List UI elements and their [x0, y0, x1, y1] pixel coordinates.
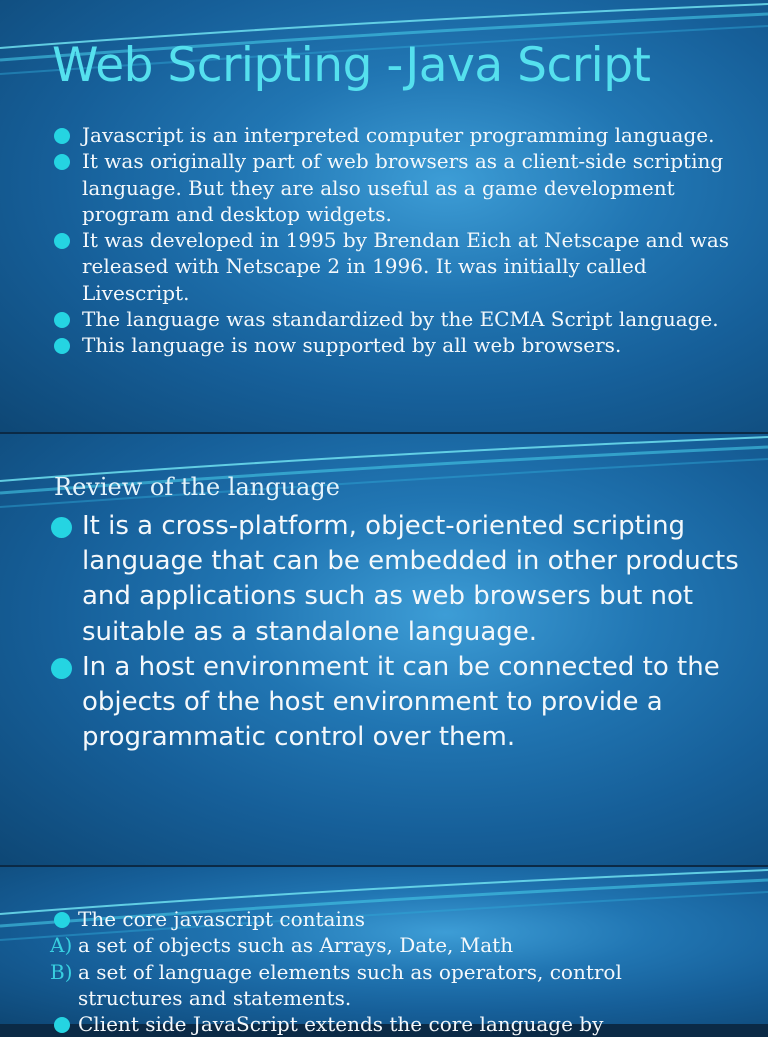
bullet-text: In a host environment it can be connected to the objects of the host environment to provide a programmatic control over them.	[82, 651, 720, 753]
bullet-list	[82, 509, 742, 755]
bullet-text: It is a cross-platform, object-oriented scripting language that can be embedded in other products and applications such as web browsers but not suitable as a standalone language.	[82, 511, 739, 647]
slide-1	[0, 0, 768, 433]
list-item	[50, 959, 728, 1012]
bullet-dot-icon	[54, 128, 70, 144]
bullet-dot-icon	[54, 912, 70, 928]
bullet-text: The language was standardized by the ECMA Script language.	[82, 307, 719, 332]
bullet-dot-icon	[51, 517, 72, 538]
list-item	[82, 306, 732, 332]
list-item	[82, 332, 732, 358]
list-marker: A)	[50, 933, 73, 958]
slide-title: Web Scripting -Java Script	[52, 38, 651, 93]
bullet-text: Client side JavaScript extends the core language by	[78, 1012, 604, 1037]
list-item	[78, 1011, 728, 1037]
list-item	[82, 148, 732, 227]
bullet-text: It was developed in 1995 by Brendan Eich at Netscape and was released with Netscape 2 in 1996. It was initially called Livescript.	[82, 228, 730, 305]
list-item	[78, 906, 728, 932]
bullet-dot-icon	[51, 658, 72, 679]
bullet-dot-icon	[54, 338, 70, 354]
list-marker: B)	[50, 959, 73, 984]
bullet-dot-icon	[54, 154, 70, 170]
slide-title: Review of the language	[54, 473, 340, 501]
bullet-text: a set of language elements such as operators, control structures and statements.	[78, 959, 622, 1010]
bullet-list	[50, 906, 728, 1037]
list-item	[82, 509, 742, 650]
slide-divider	[0, 865, 768, 867]
bullet-text: This language is now supported by all web browsers.	[82, 333, 622, 358]
bullet-dot-icon	[54, 233, 70, 249]
list-item	[82, 122, 732, 148]
bullet-dot-icon	[54, 312, 70, 328]
bullet-text: It was originally part of web browsers as a client-side scripting language. But they are also useful as a game development program and desktop widgets.	[82, 149, 724, 226]
list-item	[82, 650, 742, 756]
bullet-list	[82, 122, 732, 359]
bullet-dot-icon	[54, 1017, 70, 1033]
bullet-text: a set of objects such as Arrays, Date, Math	[78, 933, 514, 958]
bullet-text: Javascript is an interpreted computer programming language.	[82, 123, 715, 147]
bullet-text: The core javascript contains	[78, 907, 366, 931]
slide-divider	[0, 432, 768, 434]
list-item	[50, 932, 728, 958]
list-item	[82, 227, 732, 306]
